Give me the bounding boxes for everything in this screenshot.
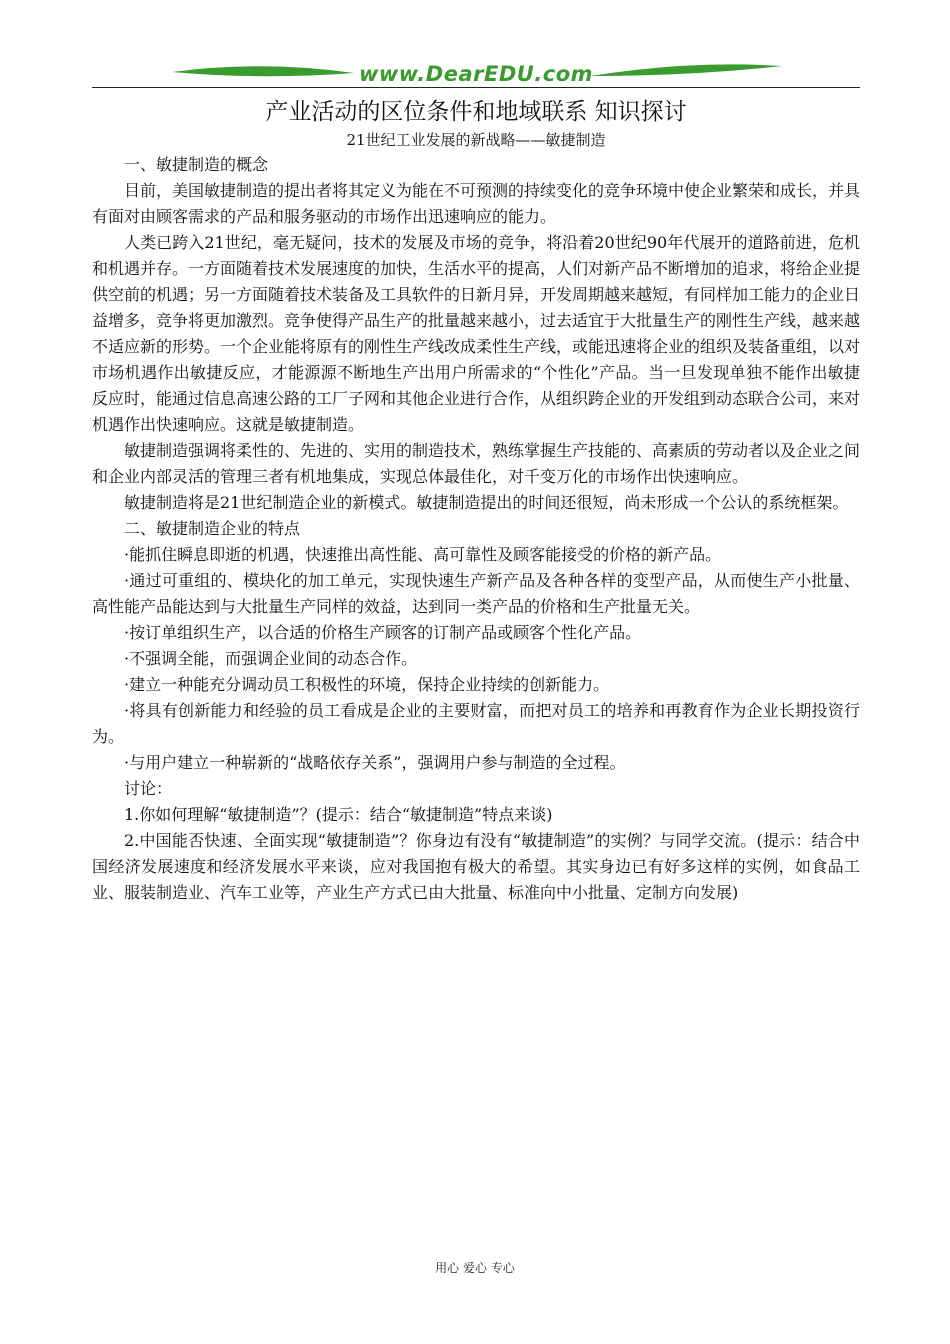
paragraph: 敏捷制造强调将柔性的、先进的、实用的制造技术，熟练掌握生产技能的、高素质的劳动者以及企业之间和企业内部灵活的管理三者有机地集成，实现总体最佳化，对千变万化的市场作出快速响应。: [92, 441, 861, 486]
page-footer: 用心 爱心 专心: [435, 1261, 515, 1275]
page-subtitle: 21世纪工业发展的新战略——敏捷制造: [346, 131, 606, 149]
discussion-heading: 讨论：: [124, 779, 173, 798]
section-heading-concept: 一、敏捷制造的概念: [124, 155, 269, 174]
header-divider: [92, 87, 860, 88]
paragraph: 人类已跨入21世纪，毫无疑问，技术的发展及市场的竞争，将沿着20世纪90年代展开的道路前进，危机和机遇并存。一方面随着技术发展速度的加快，生活水平的提高，人们对新产品不断增加的追求，将给企业提供空前的机遇；另一方面随着技术装备及工具软件的日新月异，开发周期越来越短，有同样加工能力的企业日益增多，竞争将更加激烈。竞争使得产品生产的批量越来越小，过去适宜于大批量生产的刚性生产线，越来越不适应新的形势。一个企业能将原有的刚性生产线改成柔性生产线，或能迅速将企业的组织及装备重组，以对市场机遇作出敏捷反应，才能源源不断地生产出用户所需求的“个性化”产品。当一旦发现单独不能作出敏捷反应时，能通过信息高速公路的工厂子网和其他企业进行合作，从组织跨企业的开发组到动态联合公司，来对机遇作出快速响应。这就是敏捷制造。: [92, 233, 861, 434]
paragraph: 敏捷制造将是21世纪制造企业的新模式。敏捷制造提出的时间还很短，尚未形成一个公认的系统框架。: [124, 493, 849, 512]
page-title: 产业活动的区位条件和地域联系 知识探讨: [265, 99, 687, 125]
bullet-item: ·通过可重组的、模块化的加工单元，实现快速生产新产品及各种各样的变型产品，从而使生产小批量、高性能产品能达到与大批量生产同样的效益，达到同一类产品的价格和生产批量无关。: [92, 571, 860, 616]
page-header: [92, 52, 860, 94]
discussion-question: 1.你如何理解“敏捷制造”？(提示：结合“敏捷制造”特点来谈): [124, 805, 553, 824]
paragraph: 目前，美国敏捷制造的提出者将其定义为能在不可预测的持续变化的竞争环境中使企业繁荣和成长，并具有面对由顾客需求的产品和服务驱动的市场作出迅速响应的能力。: [92, 181, 861, 226]
bullet-item: ·按订单组织生产，以合适的价格生产顾客的订制产品或顾客个性化产品。: [124, 623, 642, 642]
site-logo-text[interactable]: www.DearEDU.com: [358, 62, 594, 86]
bullet-item: ·不强调全能，而强调企业间的动态合作。: [124, 649, 418, 668]
section-heading-features: 二、敏捷制造企业的特点: [124, 519, 301, 538]
bullet-item: ·将具有创新能力和经验的员工看成是企业的主要财富，而把对员工的培养和再教育作为企业长期投资行为。: [92, 701, 860, 746]
bullet-item: ·与用户建立一种崭新的“战略依存关系”，强调用户参与制造的全过程。: [124, 753, 626, 772]
article-body: [92, 152, 860, 906]
bullet-item: ·能抓住瞬息即逝的机遇，快速推出高性能、高可靠性及顾客能接受的价格的新产品。: [124, 545, 722, 564]
discussion-question: 2.中国能否快速、全面实现“敏捷制造”？你身边有没有“敏捷制造”的实例？与同学交流。(提示：结合中国经济发展速度和经济发展水平来谈，应对我国抱有极大的希望。其实身边已有好多这样的实例，如食品工业、服装制造业、汽车工业等，产业生产方式已由大批量、标准向中小批量、定制方向发展): [92, 831, 860, 902]
bullet-item: ·建立一种能充分调动员工积极性的环境，保持企业持续的创新能力。: [124, 675, 610, 694]
